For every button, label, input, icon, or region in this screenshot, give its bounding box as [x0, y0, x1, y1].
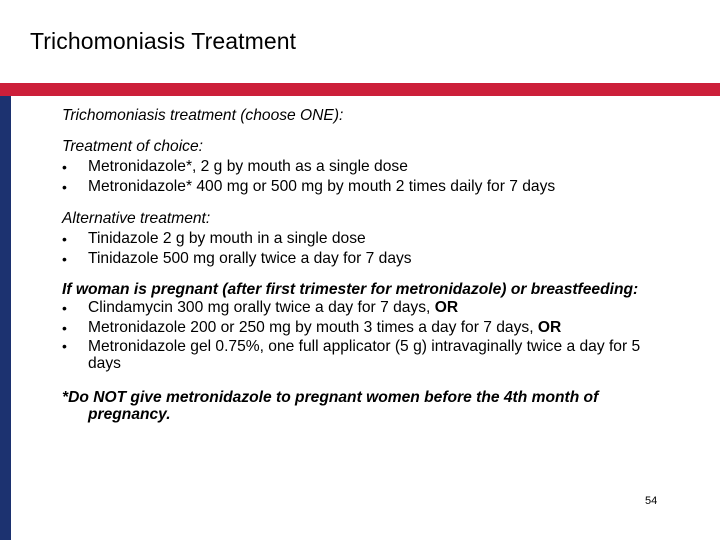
pregnant-item-text: Metronidazole gel 0.75%, one full applicator (5 g) intravaginally twice a day for 5 days: [88, 338, 641, 372]
pregnant-item-text: Metronidazole 200 or 250 mg by mouth 3 times a day for 7 days,: [88, 319, 538, 336]
list-item: [62, 338, 662, 372]
slide-body: [62, 106, 662, 423]
alternative-item-text: Tinidazole 500 mg orally twice a day for 7 days: [88, 250, 412, 267]
choice-label: Treatment of choice:: [62, 138, 203, 155]
slide-title: Trichomoniasis Treatment: [30, 28, 297, 54]
bullet-icon: •: [62, 251, 67, 267]
alternative-label: Alternative treatment:: [62, 210, 211, 227]
alternative-list: [62, 229, 662, 269]
or-emphasis: OR: [537, 319, 562, 336]
page-number: 54: [645, 495, 658, 507]
choice-list: [62, 157, 662, 197]
choice-item-text: Metronidazole*, 2 g by mouth as a single dose: [88, 158, 408, 175]
bullet-icon: •: [62, 231, 67, 247]
bullet-icon: •: [62, 320, 67, 336]
pregnant-label: If woman is pregnant (after first trimester for metronidazole) or breastfeeding:: [62, 281, 639, 298]
bullet-icon: •: [62, 338, 67, 354]
bullet-icon: •: [62, 159, 67, 175]
alternative-item-text: Tinidazole 2 g by mouth in a single dose: [88, 230, 366, 247]
treatment-heading: Trichomoniasis treatment (choose ONE):: [62, 107, 344, 124]
pregnant-item-text: Clindamycin 300 mg orally twice a day for 7 days,: [88, 299, 435, 316]
list-item: [62, 249, 662, 269]
list-item: [62, 229, 662, 249]
choice-item-text: Metronidazole* 400 mg or 500 mg by mouth 2 times daily for 7 days: [88, 178, 556, 195]
left-accent-bar: [0, 96, 11, 540]
bullet-icon: •: [62, 179, 67, 195]
pregnant-list: [62, 298, 662, 372]
list-item: [62, 157, 662, 177]
bullet-icon: •: [62, 300, 67, 316]
list-item: [62, 318, 662, 338]
list-item: [62, 298, 662, 318]
list-item: [62, 177, 662, 197]
or-emphasis: OR: [434, 299, 459, 316]
title-divider-bar: [0, 83, 720, 96]
footnote: *Do NOT give metronidazole to pregnant women before the 4th month of pregnancy.: [62, 389, 599, 423]
